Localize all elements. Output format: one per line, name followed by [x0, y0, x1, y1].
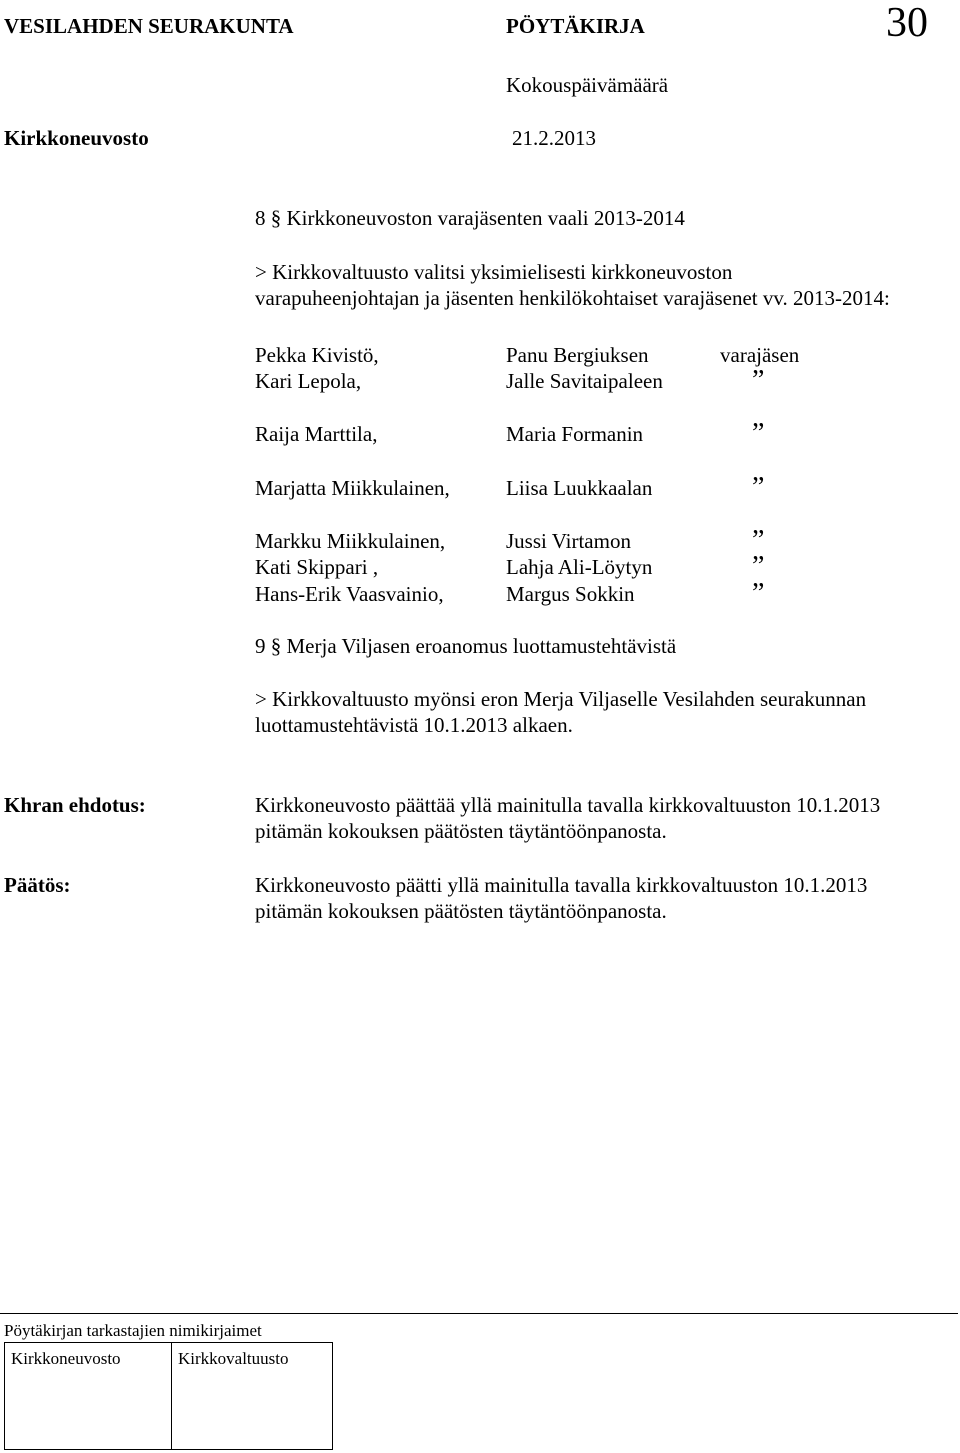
substitute-name: Markku Miikkulainen, [255, 529, 446, 553]
member-row [0, 578, 960, 609]
member-row [0, 365, 960, 396]
signature-box-kirkkovaltuusto[interactable] [171, 1342, 333, 1450]
signature-box-kirkkoneuvosto[interactable] [4, 1342, 172, 1450]
decision-text-line1: Kirkkoneuvosto päätti yllä mainitulla tavalla kirkkovaltuuston 10.1.2013 [255, 873, 868, 897]
proposal-text-line2: pitämän kokouksen päätösten täytäntöönpanosta. [255, 819, 667, 843]
organization-name: VESILAHDEN SEURAKUNTA [4, 14, 294, 38]
meeting-body: Kirkkoneuvosto [4, 126, 149, 150]
section-9-title: 9 § Merja Viljasen eroanomus luottamustehtävistä [255, 634, 677, 658]
substitute-name: Kati Skippari , [255, 555, 379, 579]
section-8-text-line1: > Kirkkovaltuusto valitsi yksimielisesti kirkkoneuvoston [255, 260, 733, 284]
section-8-text-line2: varapuheenjohtajan ja jäsenten henkilökohtaiset varajäsenet vv. 2013-2014: [255, 286, 890, 310]
proposal-text-line1: Kirkkoneuvosto päättää yllä mainitulla tavalla kirkkovaltuuston 10.1.2013 [255, 793, 881, 817]
member-name: Liisa Luukkaalan [506, 476, 653, 500]
document-type: PÖYTÄKIRJA [506, 14, 645, 38]
member-name: Jussi Virtamon [506, 529, 631, 553]
ditto-mark: ” [752, 525, 765, 556]
member-row [0, 343, 960, 367]
member-row [0, 525, 960, 556]
substitute-name: Marjatta Miikkulainen, [255, 476, 450, 500]
role-label: varajäsen [720, 343, 800, 367]
decision-text-line2: pitämän kokouksen päätösten täytäntöönpanosta. [255, 899, 667, 923]
member-name: Maria Formanin [506, 422, 644, 446]
member-name: Jalle Savitaipaleen [506, 369, 663, 393]
member-row [0, 472, 960, 503]
member-name: Panu Bergiuksen [506, 343, 649, 367]
proposal-label: Khran ehdotus: [4, 793, 146, 817]
member-name: Margus Sokkin [506, 582, 635, 606]
substitute-name: Kari Lepola, [255, 369, 362, 393]
substitute-name: Hans-Erik Vaasvainio, [255, 582, 444, 606]
substitute-name: Raija Marttila, [255, 422, 378, 446]
footer-rule [0, 1313, 958, 1314]
ditto-mark: ” [752, 472, 765, 503]
ditto-mark: ” [752, 365, 765, 396]
substitute-name: Pekka Kivistö, [255, 343, 379, 367]
section-9-text-line1: > Kirkkovaltuusto myönsi eron Merja Viljaselle Vesilahden seurakunnan [255, 687, 867, 711]
member-row [0, 551, 960, 582]
section-8-title: 8 § Kirkkoneuvoston varajäsenten vaali 2013-2014 [255, 206, 685, 230]
signature-box-label: Kirkkovaltuusto [178, 1349, 289, 1368]
ditto-mark: ” [752, 551, 765, 582]
date-label: Kokouspäivämäärä [506, 73, 669, 97]
decision-label: Päätös: [4, 873, 71, 897]
ditto-mark: ” [752, 578, 765, 609]
member-name: Lahja Ali-Löytyn [506, 555, 653, 579]
member-row [0, 418, 960, 449]
page-number: 30 [886, 0, 928, 46]
ditto-mark: ” [752, 418, 765, 449]
footer-title: Pöytäkirjan tarkastajien nimikirjaimet [4, 1321, 262, 1340]
signature-box-label: Kirkkoneuvosto [11, 1349, 121, 1368]
meeting-date: 21.2.2013 [512, 126, 596, 150]
section-9-text-line2: luottamustehtävistä 10.1.2013 alkaen. [255, 713, 573, 737]
